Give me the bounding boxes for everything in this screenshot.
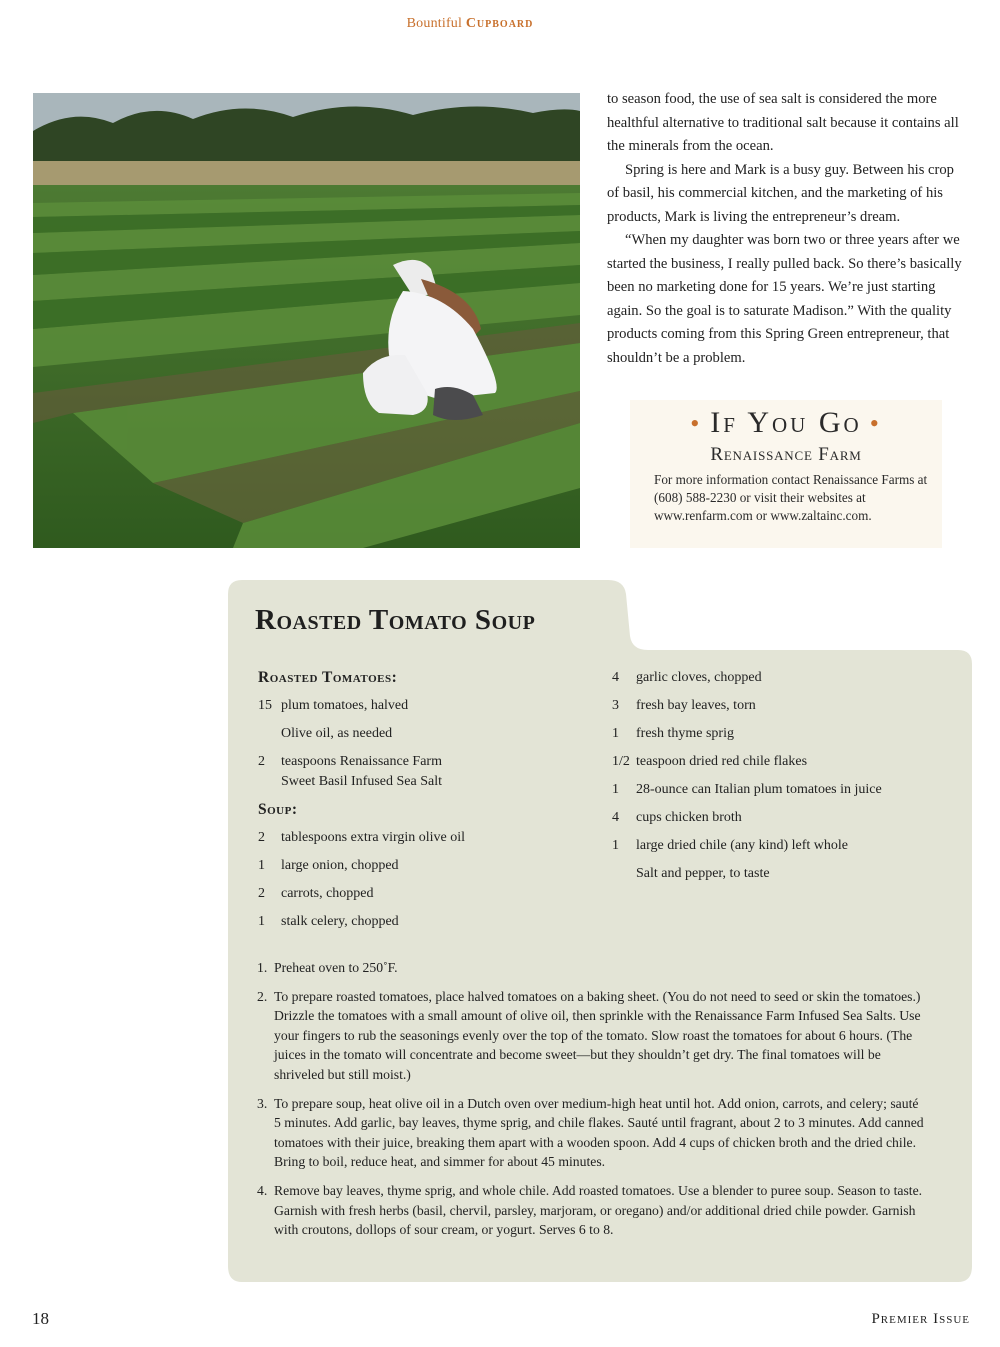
- ingredient-qty: 2: [258, 830, 265, 845]
- ingredient-item: Salt and pepper, to taste: [636, 866, 770, 881]
- if-you-go-box: [630, 400, 942, 548]
- ingredient-row: [258, 748, 598, 796]
- ingredient-row: [258, 720, 598, 748]
- ingredient-item: cups chicken broth: [636, 810, 742, 825]
- step-text: Preheat oven to 250˚F.: [274, 960, 398, 975]
- ingredient-item: tablespoons extra virgin olive oil: [281, 830, 466, 845]
- ingredient-row: [612, 776, 942, 804]
- ingredient-qty: [612, 864, 636, 888]
- issue-label: Premier Issue: [871, 1311, 970, 1327]
- ingredient-item: fresh thyme sprig: [636, 726, 734, 741]
- ingredient-qty: 15: [258, 698, 272, 713]
- ingredient-qty: 1: [258, 914, 265, 929]
- step-number: 3.: [257, 1095, 268, 1111]
- recipe-step: [257, 987, 927, 1085]
- bullet-dot-icon: •: [690, 409, 703, 438]
- basil-field-illustration: [33, 93, 580, 548]
- ingredient-qty: 4: [612, 810, 619, 825]
- body-paragraph: “When my daughter was born two or three years after we started the business, I really pulled back. So there’s basically been no marketing done for 15 years. We’re just starting again. So the goal is to saturate Madison.” With the quality products coming from this Spring Green entrepreneur, that shouldn’t be a problem.: [607, 232, 962, 366]
- body-paragraph: Spring is here and Mark is a busy guy. Between his crop of basil, his commercial kitchen, and the marketing of his products, Mark is living the entrepreneur’s dream.: [607, 161, 954, 225]
- ingredient-row: [612, 860, 942, 888]
- ingredient-item: teaspoon dried red chile flakes: [636, 754, 808, 769]
- ingredient-row: [612, 804, 942, 832]
- basil-field-photo: [33, 93, 580, 548]
- step-number: 2.: [257, 988, 268, 1004]
- ingredient-row: [258, 692, 598, 720]
- header-bountiful: Bountiful: [406, 16, 463, 31]
- ingredient-item: fresh bay leaves, torn: [636, 698, 756, 713]
- ingredient-qty: 2: [258, 886, 265, 901]
- ingredient-qty: 1: [612, 838, 619, 853]
- soup-heading: Soup:: [258, 801, 298, 818]
- running-header: [0, 16, 940, 32]
- ingredients-right-column: [612, 664, 942, 888]
- if-you-go-title: [630, 406, 942, 440]
- ingredient-item: large dried chile (any kind) left whole: [636, 838, 848, 853]
- step-text: To prepare soup, heat olive oil in a Dutch oven over medium-high heat until hot. Add onion, carrots, and celery; sauté 5 minutes. Add garlic, bay leaves, thyme sprig, and chile flakes. Sauté until fragrant, about 2 to 3 minutes. Add canned tomatoes with their juice, breaking them apart with a wooden spoon. Add 4 cups of chicken broth and the dried chile. Bring to boil, reduce heat, and simmer for about 45 minutes.: [274, 1095, 924, 1170]
- step-text: To prepare roasted tomatoes, place halved tomatoes on a baking sheet. (You do not need to seed or skin the tomatoes.) Drizzle the tomatoes with a small amount of olive oil, then sprinkle with the Renaissance Farm Infused Sea Salts. Use your fingers to rub the seasonings evenly over the top of the tomato. Slow roast the tomatoes for about 6 hours. (The juices in the tomato will concentrate and become sweet—but they shouldn’t get dry. The final tomatoes will be shriveled but still moist.): [274, 988, 921, 1082]
- step-number: 1.: [257, 960, 268, 975]
- bullet-dot-icon: •: [869, 409, 882, 438]
- roasted-tomatoes-heading: Roasted Tomatoes:: [258, 669, 398, 686]
- recipe-title: Roasted Tomato Soup: [255, 604, 536, 636]
- recipe-steps: [257, 958, 927, 1249]
- ingredient-row: [258, 852, 598, 880]
- ingredient-item: teaspoons Renaissance Farm Sweet Basil Infused Sea Salt: [281, 754, 442, 789]
- ingredient-item: 28-ounce can Italian plum tomatoes in juice: [636, 782, 882, 797]
- ingredient-qty: 1/2: [612, 754, 630, 769]
- ingredient-row: [612, 832, 942, 860]
- ingredient-qty: 3: [612, 698, 619, 713]
- step-number: 4.: [257, 1182, 268, 1198]
- body-paragraph: to season food, the use of sea salt is considered the more healthful alternative to traditional salt because it contains all the minerals from the ocean.: [607, 91, 959, 154]
- ingredient-item: garlic cloves, chopped: [636, 670, 762, 685]
- ingredient-qty: 1: [258, 858, 265, 873]
- ingredient-item: Olive oil, as needed: [281, 726, 393, 741]
- ingredient-qty: 4: [612, 670, 619, 685]
- ingredient-row: [258, 824, 598, 852]
- ingredient-item: carrots, chopped: [281, 886, 374, 901]
- if-you-go-text: For more information contact Renaissance Farms at (608) 588-2230 or visit their websites at www.renfarm.com or www.zaltainc.com.: [654, 472, 928, 523]
- article-body: [607, 88, 962, 370]
- ingredient-item: large onion, chopped: [281, 858, 399, 873]
- step-text: Remove bay leaves, thyme sprig, and whole chile. Add roasted tomatoes. Use a blender to puree soup. Season to taste. Garnish with fresh herbs (basil, chervil, parsley, marjoram, or oregano) and/or additional dried chile powder. Garnish with croutons, dollops of sour cream, or yogurt. Serves 6 to 8.: [274, 1182, 923, 1238]
- if-you-go-subtitle: Renaissance Farm: [710, 444, 862, 465]
- ingredient-qty: [258, 724, 281, 748]
- ingredient-qty: 1: [612, 782, 619, 797]
- ingredient-row: [612, 720, 942, 748]
- recipe-step: [257, 1181, 927, 1240]
- ingredient-row: [258, 880, 598, 908]
- ingredient-qty: 1: [612, 726, 619, 741]
- ingredient-qty: 2: [258, 754, 265, 769]
- recipe-step: [257, 1094, 927, 1172]
- ingredient-item: plum tomatoes, halved: [281, 698, 409, 713]
- ingredient-row: [612, 664, 942, 692]
- ingredient-row: [612, 748, 942, 776]
- recipe-step: [257, 958, 927, 978]
- header-cupboard: Cupboard: [465, 16, 534, 31]
- ingredient-item: stalk celery, chopped: [281, 914, 399, 929]
- ingredients-left-column: [258, 664, 598, 936]
- page-number: 18: [32, 1309, 49, 1328]
- ingredient-row: [612, 692, 942, 720]
- if-you-go-title-text: If You Go: [710, 406, 862, 439]
- ingredient-row: [258, 908, 598, 936]
